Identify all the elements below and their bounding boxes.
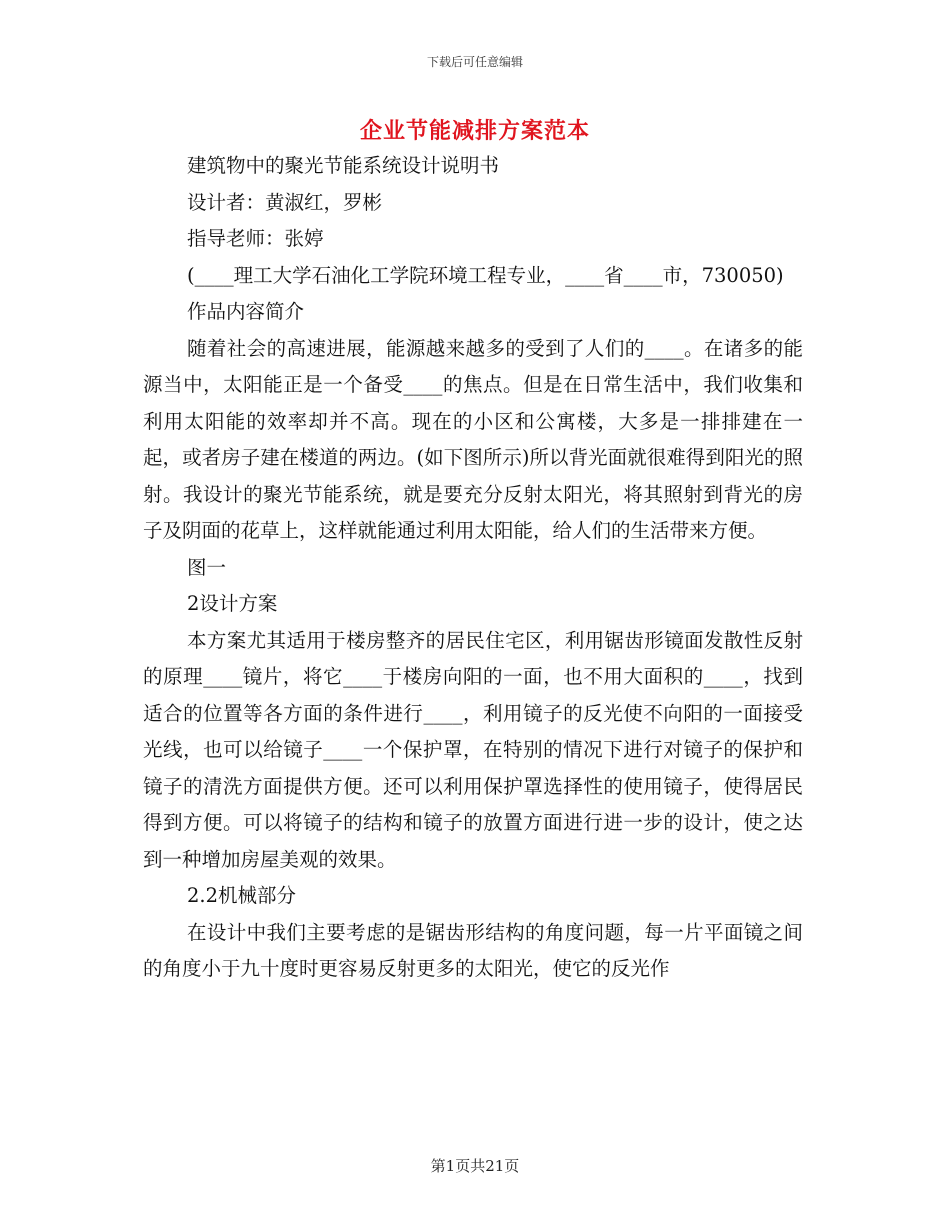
document-title: 企业节能减排方案范本 <box>359 118 590 144</box>
advisor-line: 指导老师：张婷 <box>187 227 324 250</box>
section-heading-summary: 作品内容简介 <box>187 300 305 323</box>
section-heading-design: 2设计方案 <box>187 592 278 615</box>
figure-caption: 图一 <box>187 555 227 579</box>
section-heading-mechanical: 2.2机械部分 <box>187 884 297 907</box>
mechanical-paragraph: 在设计中我们主要考虑的是锯齿形结构的角度问题，每一片平面镜之间的角度小于九十度时更容易反射更多的太阳光，使它的反光作 <box>143 920 803 980</box>
design-paragraph: 本方案尤其适用于楼房整齐的居民住宅区，利用锯齿形镜面发散性反射的原理____镜片，将它____于楼房向阳的一面，也不用大面积的____，找到适合的位置等各方面的条件进行____，利用镜子的反光使不向阳的一面接受光线，也可以给镜子____一个保护罩，在特别的情况下进行对镜子的保护和镜子的清洗方面提供方便。还可以利用保护罩选择性的使用镜子，使得居民得到方便。可以将镜子的结构和镜子的放置方面进行进一步的设计，使之达到一种增加房屋美观的效果。 <box>143 628 803 871</box>
document-body <box>143 148 803 988</box>
designers-line: 设计者：黄淑红，罗彬 <box>187 190 383 214</box>
summary-paragraph: 随着社会的高速进展，能源越来越多的受到了人们的____。在诸多的能源当中，太阳能正是一个备受____的焦点。但是在日常生活中，我们收集和利用太阳能的效率却并不高。现在的小区和公寓楼，大多是一排排建在一起，或者房子建在楼道的两边。(如下图所示)所以背光面就很难得到阳光的照射。我设计的聚光节能系统，就是要充分反射太阳光，将其照射到背光的房子及阴面的花草上，这样就能通过利用太阳能，给人们的生活带来方便。 <box>143 336 803 542</box>
page-footer: 第1页共21页 <box>430 1157 520 1175</box>
affiliation-line: (____理工大学石油化工学院环境工程专业，____省____市，730050) <box>187 263 784 287</box>
header-note: 下载后可任意编辑 <box>426 55 523 69</box>
subtitle-paragraph: 建筑物中的聚光节能系统设计说明书 <box>187 154 500 177</box>
